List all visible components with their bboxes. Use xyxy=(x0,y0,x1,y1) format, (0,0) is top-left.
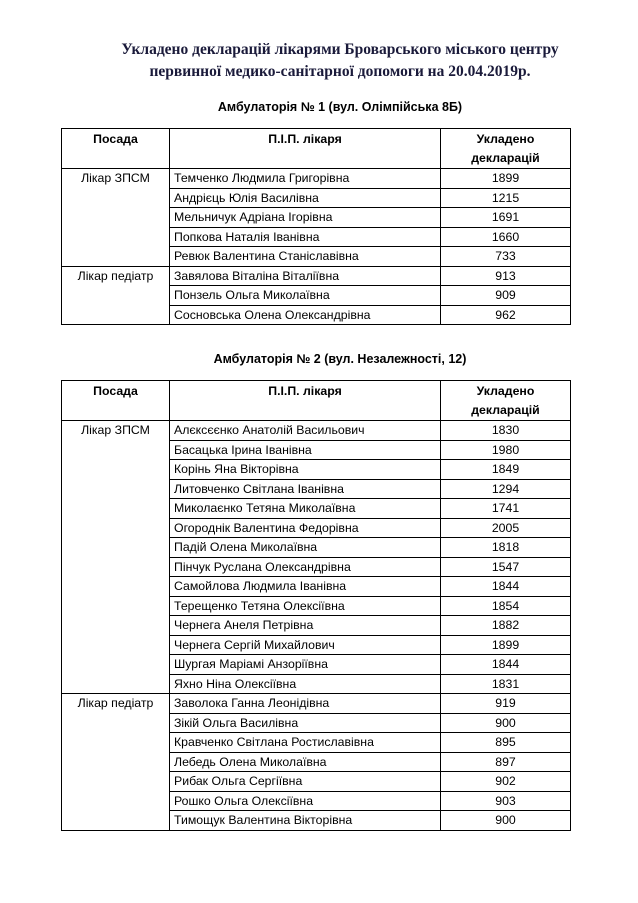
position-cell: Лікар ЗПСМ xyxy=(62,421,170,694)
table-header-row xyxy=(62,381,571,421)
header-declarations xyxy=(441,381,571,421)
declarations-count-cell: 903 xyxy=(441,791,571,811)
doctor-name-cell: Кравченко Світлана Ростиславівна xyxy=(170,733,441,753)
ambulatory-2-title: Амбулаторія № 2 (вул. Незалежності, 12) xyxy=(213,352,467,366)
declarations-count-cell: 900 xyxy=(441,713,571,733)
ambulatory-1-table xyxy=(61,128,571,325)
doctor-name-cell: Чернега Сергій Михайлович xyxy=(170,635,441,655)
header-declarations xyxy=(441,129,571,169)
doctor-name-cell: Заволока Ганна Леонідівна xyxy=(170,694,441,714)
ambulatory-1-title: Амбулаторія № 1 (вул. Олімпійська 8Б) xyxy=(217,100,463,114)
doctor-name-cell: Чернега Анеля Петрівна xyxy=(170,616,441,636)
position-cell: Лікар педіатр xyxy=(62,266,170,325)
declarations-count-cell: 733 xyxy=(441,247,571,267)
declarations-count-cell: 1741 xyxy=(441,499,571,519)
declarations-count-cell: 2005 xyxy=(441,518,571,538)
doctor-name-cell: Литовченко Світлана Іванівна xyxy=(170,479,441,499)
header-declarations-line-1: Укладено xyxy=(476,384,535,398)
declarations-count-cell: 1849 xyxy=(441,460,571,480)
doctor-name-cell: Попкова Наталія Іванівна xyxy=(170,227,441,247)
position-cell: Лікар ЗПСМ xyxy=(62,169,170,267)
declarations-count-cell: 1831 xyxy=(441,674,571,694)
declarations-count-cell: 1294 xyxy=(441,479,571,499)
doctor-name-cell: Алєксєєнко Анатолій Васильович xyxy=(170,421,441,441)
declarations-count-cell: 897 xyxy=(441,752,571,772)
doctor-name-cell: Завялова Віталіна Віталіївна xyxy=(170,266,441,286)
declarations-count-cell: 1844 xyxy=(441,655,571,675)
doctor-name-cell: Темченко Людмила Григорівна xyxy=(170,169,441,189)
declarations-count-cell: 1899 xyxy=(441,169,571,189)
declarations-count-cell: 1547 xyxy=(441,557,571,577)
header-position: Посада xyxy=(62,129,170,169)
doctor-name-cell: Мельничук Адріана Ігорівна xyxy=(170,208,441,228)
declarations-count-cell: 1691 xyxy=(441,208,571,228)
declarations-count-cell: 1660 xyxy=(441,227,571,247)
doctor-name-cell: Рибак Ольга Сергіївна xyxy=(170,772,441,792)
header-position: Посада xyxy=(62,381,170,421)
doctor-name-cell: Огороднік Валентина Федорівна xyxy=(170,518,441,538)
declarations-count-cell: 1844 xyxy=(441,577,571,597)
declarations-count-cell: 900 xyxy=(441,811,571,831)
doctor-name-cell: Понзель Ольга Миколаївна xyxy=(170,286,441,306)
declarations-count-cell: 1980 xyxy=(441,440,571,460)
declarations-count-cell: 1899 xyxy=(441,635,571,655)
doctor-name-cell: Миколаєнко Тетяна Миколаївна xyxy=(170,499,441,519)
declarations-count-cell: 909 xyxy=(441,286,571,306)
table-header-row xyxy=(62,129,571,169)
declarations-count-cell: 1830 xyxy=(441,421,571,441)
declarations-count-cell: 895 xyxy=(441,733,571,753)
table-row xyxy=(62,169,571,189)
table-row xyxy=(62,421,571,441)
header-declarations-line-2: декларацій xyxy=(471,151,540,165)
declarations-count-cell: 902 xyxy=(441,772,571,792)
doctor-name-cell: Ревюк Валентина Станіславівна xyxy=(170,247,441,267)
doctor-name-cell: Андрієць Юлія Василівна xyxy=(170,188,441,208)
declarations-count-cell: 1854 xyxy=(441,596,571,616)
header-doctor-name: П.І.П. лікаря xyxy=(170,129,441,169)
doctor-name-cell: Рошко Ольга Олексіївна xyxy=(170,791,441,811)
declarations-count-cell: 919 xyxy=(441,694,571,714)
doctor-name-cell: Терещенко Тетяна Олексіївна xyxy=(170,596,441,616)
table-row xyxy=(62,266,571,286)
header-declarations-line-2: декларацій xyxy=(471,403,540,417)
declarations-count-cell: 1215 xyxy=(441,188,571,208)
doctor-name-cell: Тимощук Валентина Вікторівна xyxy=(170,811,441,831)
declarations-count-cell: 1882 xyxy=(441,616,571,636)
declarations-count-cell: 1818 xyxy=(441,538,571,558)
declarations-count-cell: 962 xyxy=(441,305,571,325)
doctor-name-cell: Зікій Ольга Василівна xyxy=(170,713,441,733)
doctor-name-cell: Корінь Яна Вікторівна xyxy=(170,460,441,480)
declarations-count-cell: 913 xyxy=(441,266,571,286)
doctor-name-cell: Самойлова Людмила Іванівна xyxy=(170,577,441,597)
header-doctor-name: П.І.П. лікаря xyxy=(170,381,441,421)
doctor-name-cell: Басацька Ірина Іванівна xyxy=(170,440,441,460)
ambulatory-2-table xyxy=(61,380,571,831)
document-title-line-1: Укладено декларацій лікарями Броварського міського центру xyxy=(121,41,559,58)
doctor-name-cell: Сосновська Олена Олександрівна xyxy=(170,305,441,325)
doctor-name-cell: Шургая Маріамі Анзоріївна xyxy=(170,655,441,675)
doctor-name-cell: Падій Олена Миколаївна xyxy=(170,538,441,558)
header-declarations-line-1: Укладено xyxy=(476,132,535,146)
doctor-name-cell: Яхно Ніна Олексіївна xyxy=(170,674,441,694)
doctor-name-cell: Пінчук Руслана Олександрівна xyxy=(170,557,441,577)
doctor-name-cell: Лебедь Олена Миколаївна xyxy=(170,752,441,772)
table-row xyxy=(62,694,571,714)
position-cell: Лікар педіатр xyxy=(62,694,170,831)
document-title-line-2: первинної медико-санітарної допомоги на 20.04.2019р. xyxy=(149,63,531,80)
